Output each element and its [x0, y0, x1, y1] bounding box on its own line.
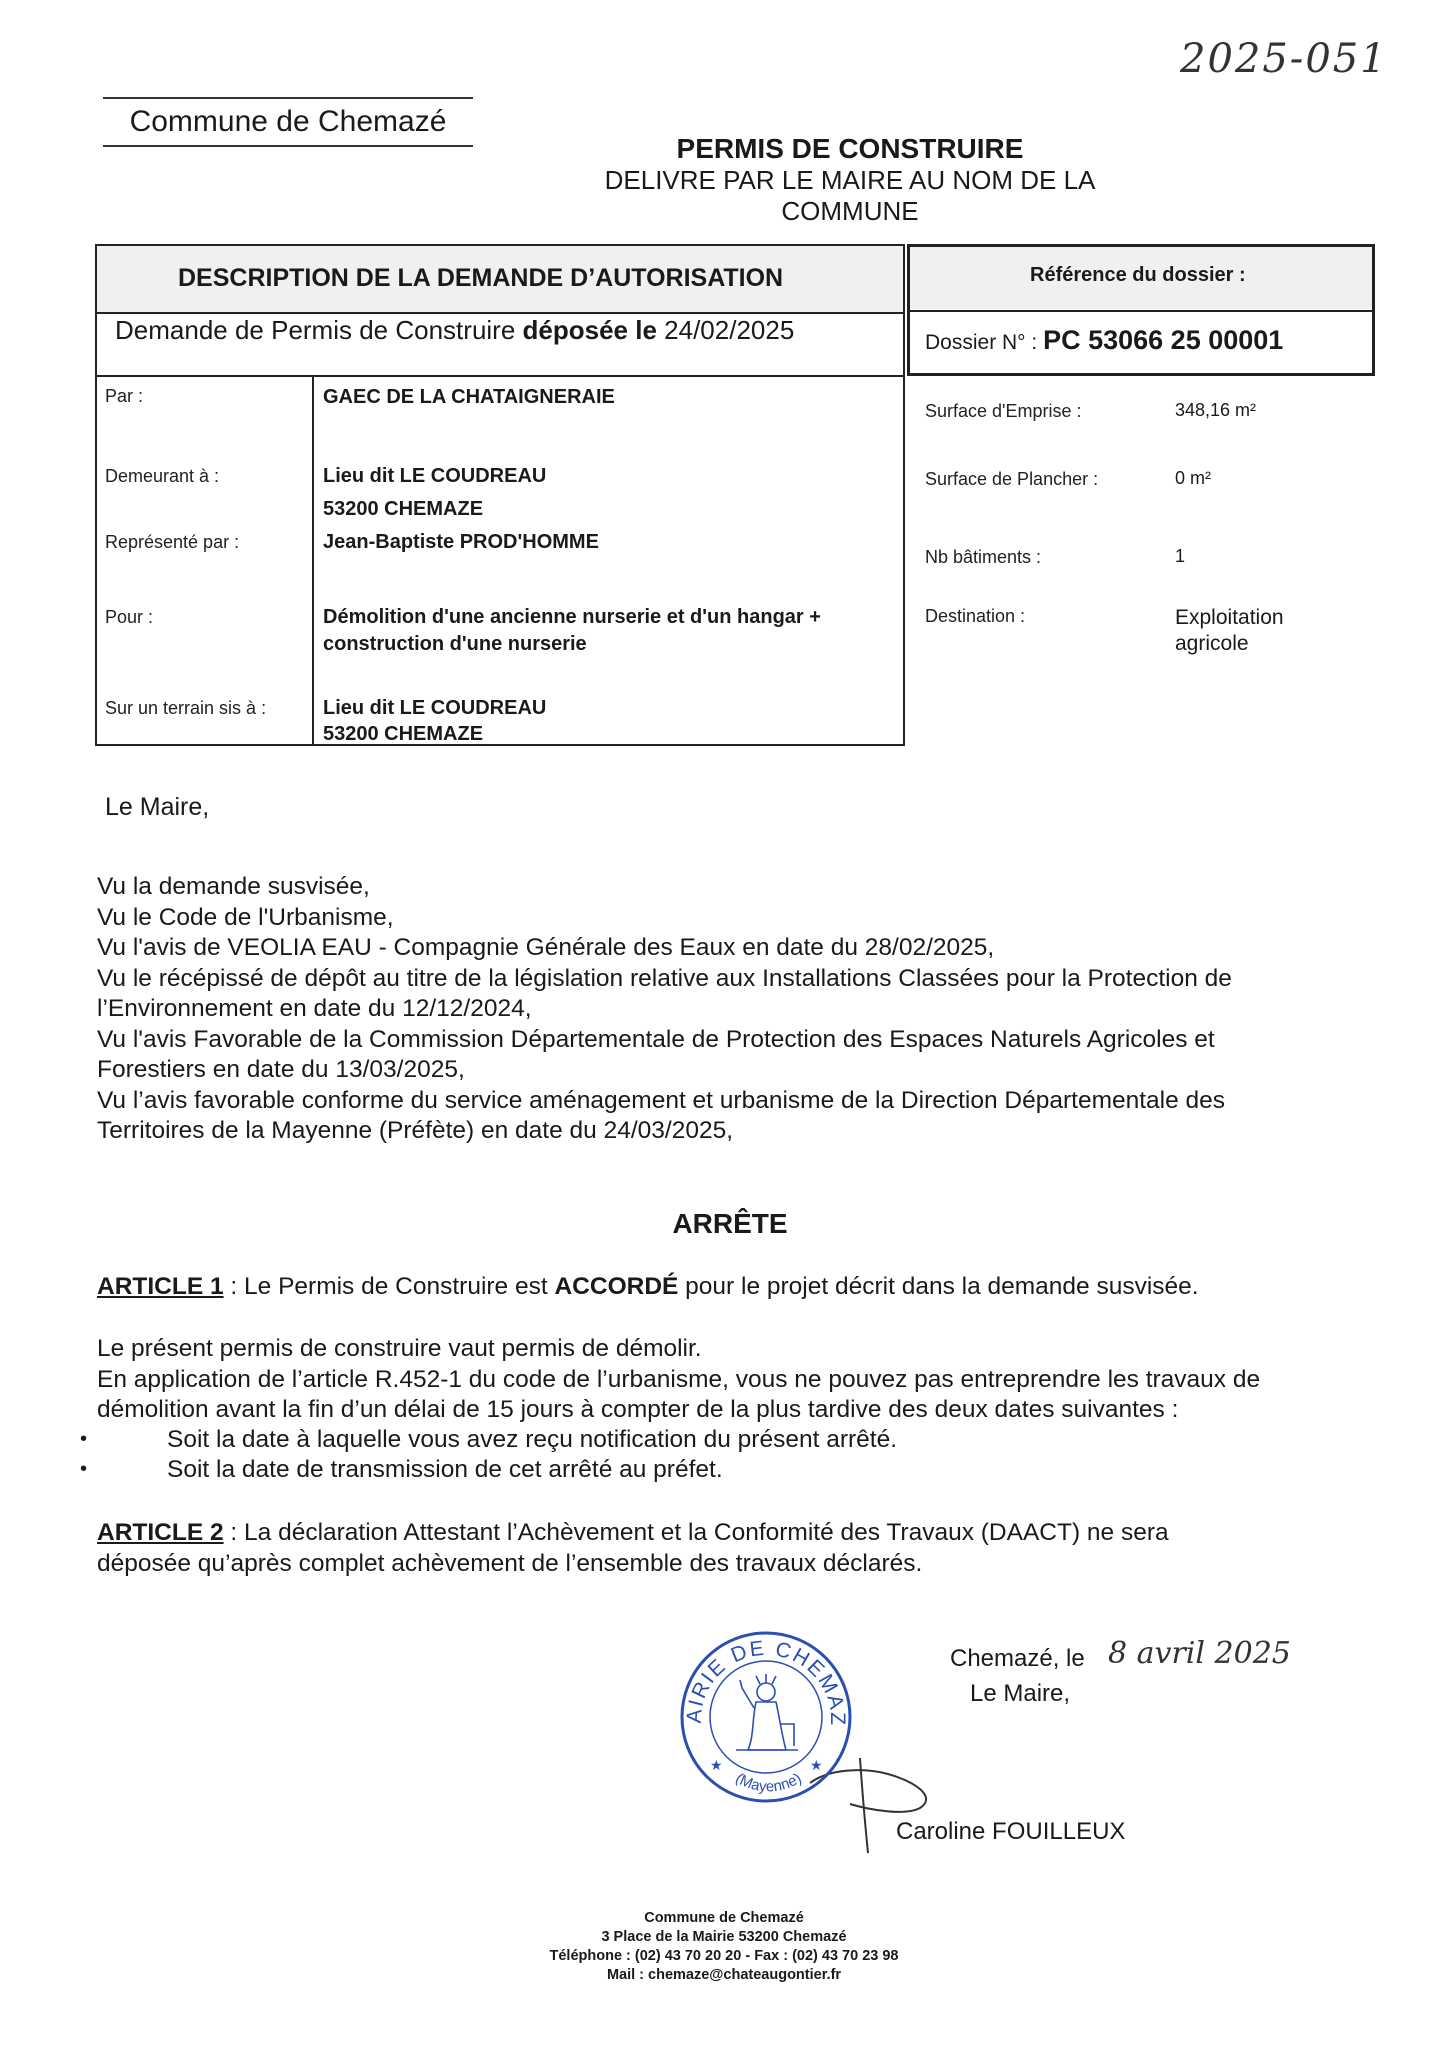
- seal-icon: [676, 1628, 856, 1806]
- bullet-item: Soit la date de transmission de cet arrêté au préfet.: [167, 1456, 723, 1483]
- document-title: PERMIS DE CONSTRUIRE: [676, 133, 1024, 164]
- signature-name: Caroline FOUILLEUX: [896, 1818, 1126, 1845]
- vu-line: Vu l'avis Favorable de la Commission Départementale de Protection des Espaces Naturels Agricoles et: [97, 1025, 1215, 1053]
- svg-text:★: ★: [810, 1758, 823, 1774]
- vu-line: Territoires de la Mayenne (Préfète) en date du 24/03/2025,: [97, 1117, 734, 1144]
- row-label-par: Par :: [105, 386, 144, 406]
- document-subtitle: DELIVRE PAR LE MAIRE AU NOM DE LA COMMUNE: [604, 165, 1096, 226]
- table-divider: [95, 375, 905, 377]
- commune-name: Commune de Chemazé: [129, 105, 447, 138]
- row-label-pour: Pour :: [105, 607, 154, 627]
- footer-commune: Commune de Chemazé: [644, 1910, 804, 1926]
- arrete-heading: ARRÊTE: [672, 1208, 788, 1239]
- dossier-prefix: Dossier N° :: [925, 331, 1044, 354]
- nb-batiments-value: 1: [1175, 546, 1186, 566]
- article-1: [97, 1272, 1362, 1303]
- demolir-line: démolition avant la fin d’un délai de 15 jours à compter de la plus tardive des deux dates suivantes :: [97, 1396, 1179, 1423]
- article-2-line1: : La déclaration Attestant l’Achèvement et la Conformité des Travaux (DAACT) ne sera: [223, 1519, 1169, 1546]
- table-header-reference: Référence du dossier :: [1030, 264, 1246, 286]
- table-header-description: DESCRIPTION DE LA DEMANDE D’AUTORISATION: [178, 264, 784, 292]
- destination-value-2: agricole: [1175, 632, 1249, 655]
- vu-line: l’Environnement en date du 12/12/2024,: [97, 995, 532, 1022]
- nb-batiments-label: Nb bâtiments :: [925, 547, 1042, 567]
- handwritten-reference-number: 2025-051: [1180, 36, 1388, 82]
- demande-line: [115, 315, 794, 346]
- vu-line: Vu le récépissé de dépôt au titre de la législation relative aux Installations Classées pour la Protection de: [97, 964, 1232, 992]
- article-1-accorde: ACCORDÉ: [554, 1273, 679, 1300]
- row-value-represente: Jean-Baptiste PROD'HOMME: [323, 531, 599, 553]
- row-value-demeurant-cp: 53200 CHEMAZE: [323, 498, 484, 520]
- row-value-terrain: Lieu dit LE COUDREAU: [323, 697, 547, 719]
- destination-value: Exploitation: [1175, 606, 1284, 629]
- demolir-line: En application de l’article R.452-1 du code de l’urbanisme, vous ne pouvez pas entreprendre les travaux de: [97, 1365, 1261, 1393]
- mairie-seal: [676, 1628, 856, 1806]
- bullet-icon: •: [80, 1458, 88, 1480]
- table-divider: [97, 312, 903, 314]
- destination-label: Destination :: [925, 606, 1026, 626]
- svg-text:★: ★: [710, 1758, 723, 1774]
- demande-deposee-label: déposée le: [522, 315, 657, 345]
- bullet-icon: •: [80, 1428, 88, 1450]
- table-column-divider: [312, 375, 314, 746]
- bullet-item: Soit la date à laquelle vous avez reçu notification du présent arrêté.: [167, 1426, 897, 1453]
- vu-line: Vu l’avis favorable conforme du service aménagement et urbanisme de la Direction Départementale des: [97, 1086, 1226, 1114]
- row-value-pour: Démolition d'une ancienne nurserie et d'un hangar +: [323, 606, 821, 628]
- commune-header-box: [103, 97, 473, 147]
- article-1-text-a: : Le Permis de Construire est: [223, 1273, 555, 1300]
- row-label-terrain: Sur un terrain sis à :: [105, 698, 267, 718]
- article-2-line2: déposée qu’après complet achèvement de l’ensemble des travaux déclarés.: [97, 1549, 923, 1577]
- demande-prefix: Demande de Permis de Construire: [115, 315, 523, 345]
- article-2: [97, 1518, 1362, 1579]
- row-label-represente: Représenté par :: [105, 532, 240, 552]
- surface-plancher-value: 0 m²: [1175, 468, 1211, 488]
- dossier-number: PC 53066 25 00001: [1043, 325, 1284, 355]
- table-divider: [907, 310, 1375, 312]
- signature-place: Chemazé, le: [950, 1645, 1085, 1672]
- svg-text:(Mayenne): (Mayenne): [732, 1769, 805, 1796]
- row-value-demeurant: Lieu dit LE COUDREAU: [323, 465, 547, 487]
- le-maire-heading: Le Maire,: [105, 793, 210, 821]
- row-value-terrain-cp: 53200 CHEMAZE: [323, 723, 484, 745]
- demolir-paragraph: [97, 1334, 1362, 1426]
- signature-role: Le Maire,: [970, 1680, 1071, 1707]
- demande-date: 24/02/2025: [656, 315, 795, 345]
- surface-plancher-label: Surface de Plancher :: [925, 469, 1099, 489]
- vu-block: [97, 872, 1362, 1147]
- article-1-label: ARTICLE 1: [97, 1273, 224, 1300]
- footer-address: 3 Place de la Mairie 53200 Chemazé: [601, 1929, 847, 1945]
- footer-email: Mail : chemaze@chateaugontier.fr: [606, 1967, 842, 1983]
- svg-text:MAIRIE DE CHEMAZE: AIRIE DE CHEMAZ: [682, 1636, 850, 1728]
- signature-date-handwritten: 8 avril 2025: [1108, 1636, 1291, 1671]
- surface-emprise-value: 348,16 m²: [1175, 400, 1257, 420]
- footer-phone: Téléphone : (02) 43 70 20 20 - Fax : (02) 43 70 23 98: [549, 1948, 899, 1964]
- surface-emprise-label: Surface d'Emprise :: [925, 401, 1082, 421]
- article-2-label: ARTICLE 2: [97, 1519, 224, 1546]
- row-value-par: GAEC DE LA CHATAIGNERAIE: [323, 386, 615, 408]
- demolir-line: Le présent permis de construire vaut permis de démolir.: [97, 1335, 702, 1362]
- vu-line: Vu l'avis de VEOLIA EAU - Compagnie Générale des Eaux en date du 28/02/2025,: [97, 934, 995, 961]
- article-1-text-b: pour le projet décrit dans la demande susvisée.: [678, 1273, 1199, 1300]
- vu-line: Vu la demande susvisée,: [97, 873, 370, 900]
- vu-line: Vu le Code de l'Urbanisme,: [97, 903, 394, 931]
- dossier-line: [925, 325, 1283, 356]
- row-label-demeurant: Demeurant à :: [105, 466, 220, 486]
- row-value-pour-2: construction d'une nurserie: [323, 633, 587, 655]
- vu-line: Forestiers en date du 13/03/2025,: [97, 1056, 465, 1083]
